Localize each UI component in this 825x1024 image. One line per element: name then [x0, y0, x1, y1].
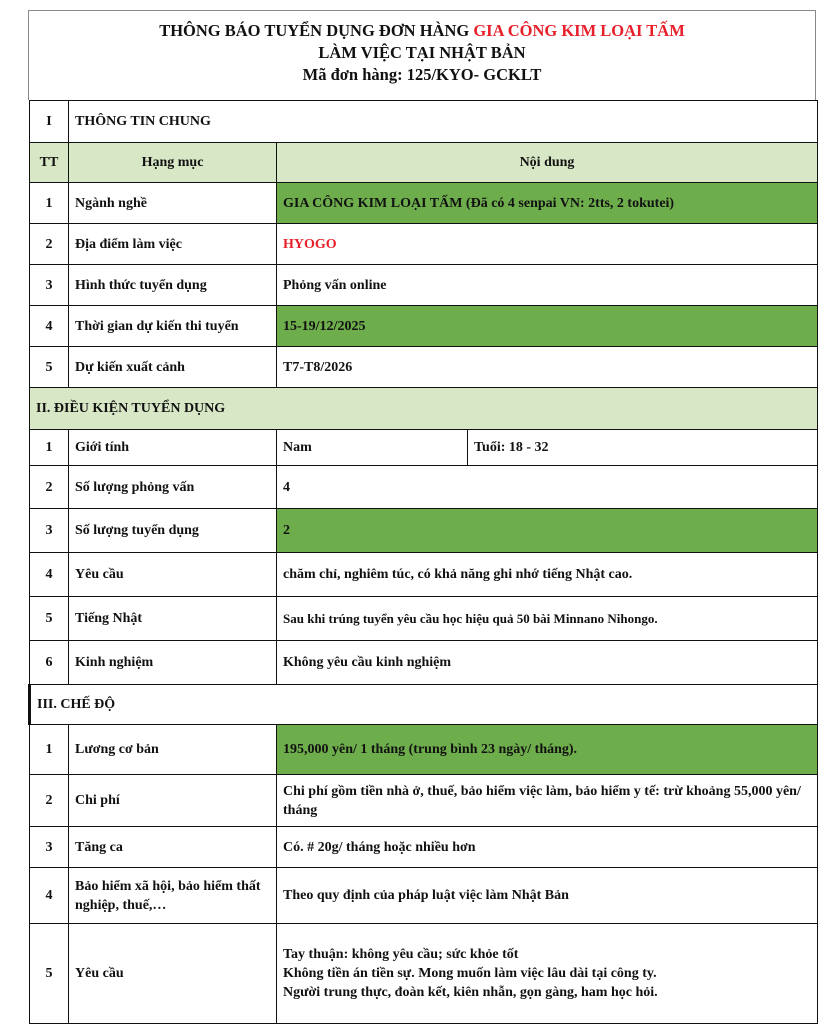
row-value: Sau khi trúng tuyển yêu cầu học hiệu quả 50 bài Minnano Nihongo.: [277, 597, 818, 641]
table-row: [30, 183, 818, 224]
row-label: Thời gian dự kiến thi tuyển: [69, 306, 277, 347]
row-label: Giới tính: [69, 430, 277, 466]
row-label: Chi phí: [69, 775, 277, 827]
row-value: chăm chỉ, nghiêm túc, có khả năng ghi nhớ tiếng Nhật cao.: [277, 553, 818, 597]
row-value: Có. # 20g/ tháng hoặc nhiều hơn: [277, 827, 818, 868]
row-label: Lương cơ bản: [69, 725, 277, 775]
row-value: HYOGO: [277, 224, 818, 265]
row-number: 4: [30, 868, 69, 924]
table-row: [30, 775, 818, 827]
row-label: Địa điểm làm việc: [69, 224, 277, 265]
table-row: [30, 224, 818, 265]
table-row: [30, 430, 818, 466]
table-row: [30, 868, 818, 924]
row-number: 4: [30, 553, 69, 597]
table-row: [30, 509, 818, 553]
document-header: [28, 10, 816, 100]
age-value: Tuổi: 18 - 32: [468, 430, 818, 466]
table-row: [30, 597, 818, 641]
title-prefix: THÔNG BÁO TUYỂN DỤNG ĐƠN HÀNG: [159, 21, 474, 40]
requirement-line: Tay thuận: không yêu cầu; sức khỏe tốt: [283, 947, 519, 962]
row-value: Theo quy định của pháp luật việc làm Nhật Bản: [277, 868, 818, 924]
col-item-header: Hạng mục: [69, 143, 277, 183]
row-value: 15-19/12/2025: [277, 306, 818, 347]
row-value: [277, 924, 818, 1024]
row-number: 5: [30, 597, 69, 641]
row-label: Tăng ca: [69, 827, 277, 868]
title-highlight: GIA CÔNG KIM LOẠI TẤM: [473, 21, 685, 40]
col-content-header: Nội dung: [277, 143, 818, 183]
row-number: 2: [30, 224, 69, 265]
row-number: 5: [30, 924, 69, 1024]
row-value: GIA CÔNG KIM LOẠI TẤM (Đã có 4 senpai VN: 2tts, 2 tokutei): [277, 183, 818, 224]
table-row: [30, 725, 818, 775]
table-row: [30, 827, 818, 868]
column-header-row: [30, 143, 818, 183]
row-label: Tiếng Nhật: [69, 597, 277, 641]
table-row: [30, 466, 818, 509]
row-number: 3: [30, 827, 69, 868]
row-value: Nam: [277, 430, 468, 466]
table-row: [30, 306, 818, 347]
table-row: [30, 924, 818, 1024]
section3-heading-row: [30, 685, 818, 725]
row-label: Kinh nghiệm: [69, 641, 277, 685]
table-row: [30, 347, 818, 388]
row-number: 1: [30, 183, 69, 224]
section1-title: THÔNG TIN CHUNG: [69, 101, 818, 143]
row-number: 5: [30, 347, 69, 388]
row-number: 3: [30, 265, 69, 306]
row-label: Số lượng tuyển dụng: [69, 509, 277, 553]
row-label: Số lượng phỏng vấn: [69, 466, 277, 509]
row-number: 2: [30, 775, 69, 827]
requirement-line: Không tiền án tiền sự. Mong muốn làm việc lâu dài tại công ty.: [283, 966, 657, 981]
row-value: 195,000 yên/ 1 tháng (trung bình 23 ngày/ tháng).: [277, 725, 818, 775]
section2-title: II. ĐIỀU KIỆN TUYỂN DỤNG: [30, 388, 818, 430]
row-value: 2: [277, 509, 818, 553]
row-label: Yêu cầu: [69, 924, 277, 1024]
row-number: 6: [30, 641, 69, 685]
row-value: Không yêu cầu kinh nghiệm: [277, 641, 818, 685]
row-number: 1: [30, 430, 69, 466]
table-row: [30, 641, 818, 685]
col-tt-header: TT: [30, 143, 69, 183]
row-number: 3: [30, 509, 69, 553]
table-row: [30, 553, 818, 597]
document-subtitle: LÀM VIỆC TẠI NHẬT BẢN: [318, 43, 526, 62]
row-number: 2: [30, 466, 69, 509]
row-number: 1: [30, 725, 69, 775]
row-label: Ngành nghề: [69, 183, 277, 224]
table-row: [30, 265, 818, 306]
requirement-line: Người trung thực, đoàn kết, kiên nhẫn, gọn gàng, ham học hỏi.: [283, 985, 658, 1000]
row-value: Chi phí gồm tiền nhà ở, thuế, bảo hiểm việc làm, bảo hiểm y tế: trừ khoảng 55,000 yên/ tháng: [277, 775, 818, 827]
row-label: Dự kiến xuất cảnh: [69, 347, 277, 388]
recruitment-table: [28, 100, 818, 1024]
section2-heading-row: [30, 388, 818, 430]
row-value: Phỏng vấn online: [277, 265, 818, 306]
section1-heading-row: [30, 101, 818, 143]
row-value: T7-T8/2026: [277, 347, 818, 388]
section1-num: I: [30, 101, 69, 143]
document-title: [29, 11, 815, 42]
row-number: 4: [30, 306, 69, 347]
row-label: Hình thức tuyển dụng: [69, 265, 277, 306]
row-value: 4: [277, 466, 818, 509]
row-label: Bảo hiểm xã hội, bảo hiểm thất nghiệp, thuế,…: [69, 868, 277, 924]
row-label: Yêu cầu: [69, 553, 277, 597]
section3-title: III. CHẾ ĐỘ: [30, 685, 818, 725]
order-code: Mã đơn hàng: 125/KYO- GCKLT: [302, 65, 542, 84]
